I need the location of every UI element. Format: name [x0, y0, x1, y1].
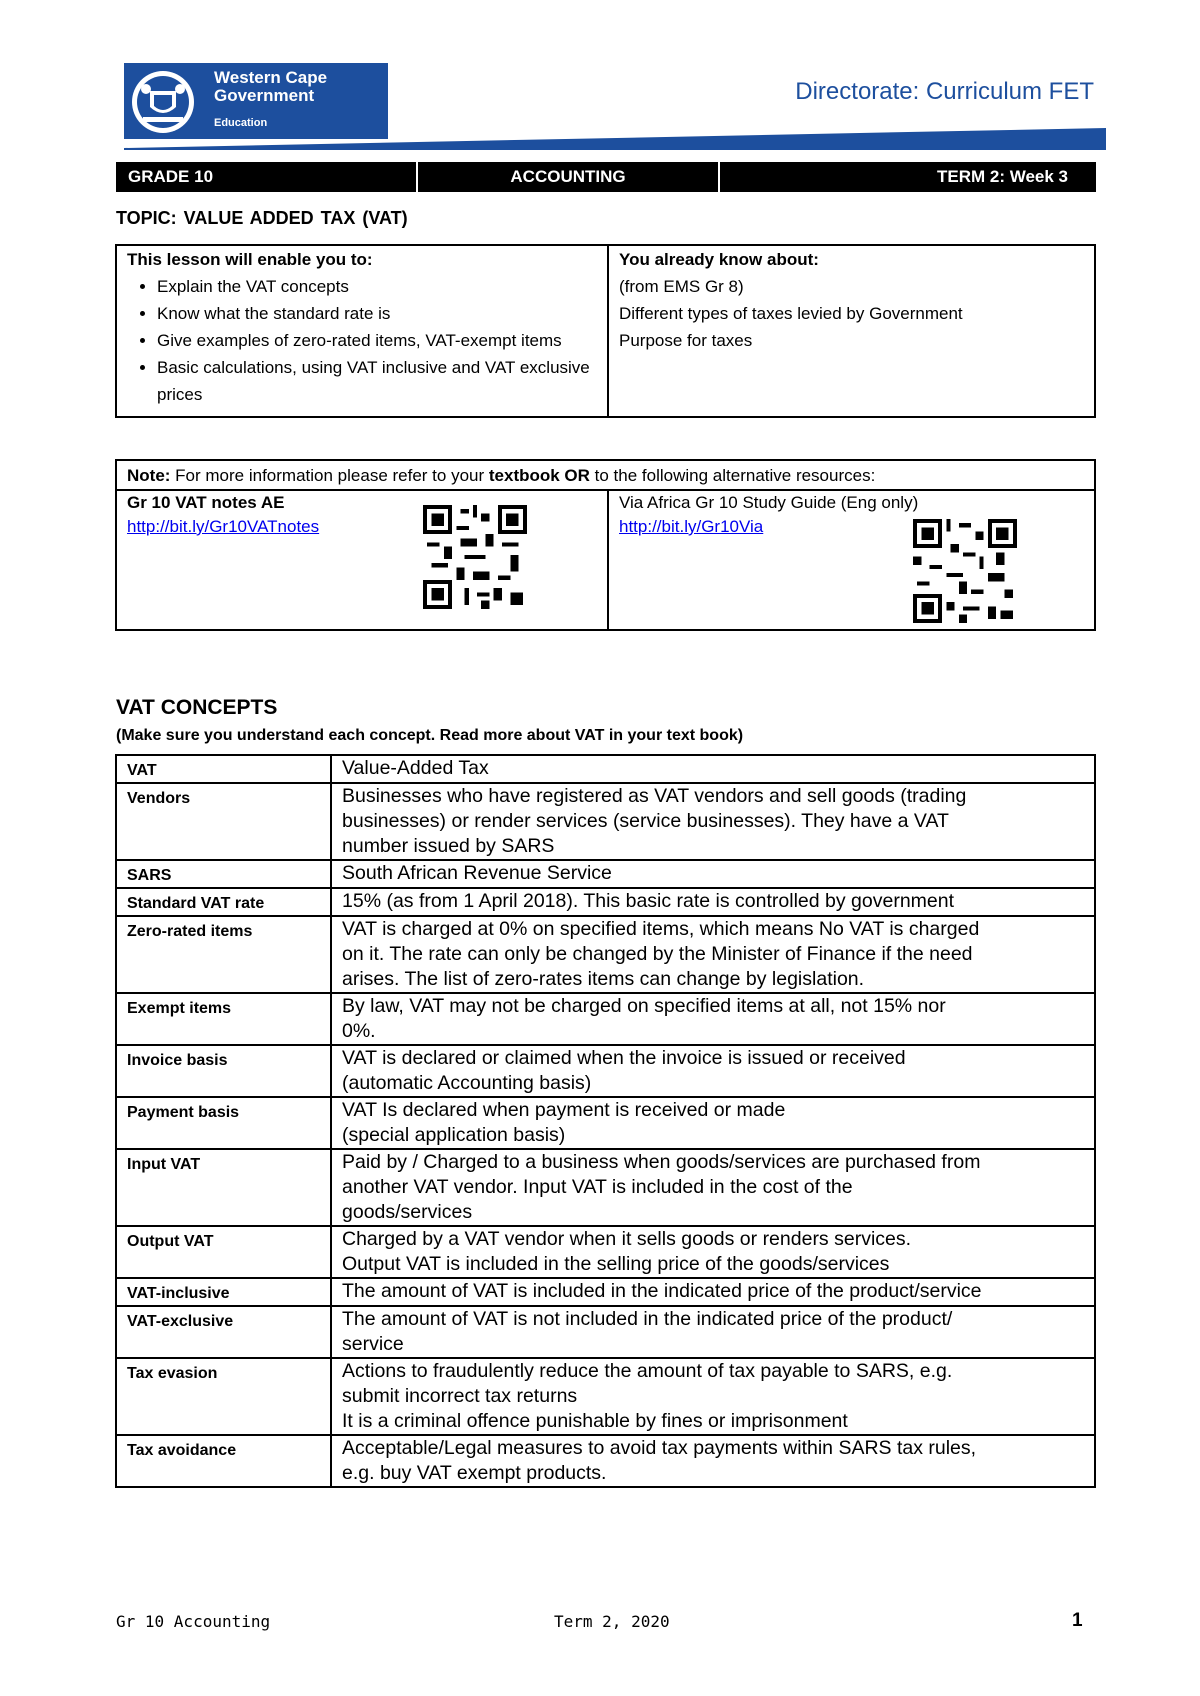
- definition-line: on it. The rate can only be changed by the Minister of Finance if the need: [342, 943, 973, 965]
- table-row: [116, 1097, 1095, 1149]
- qr-code-icon[interactable]: [423, 505, 527, 609]
- note-emphasis: textbook OR: [488, 466, 590, 485]
- list-item: • Basic calculations, using VAT inclusive and VAT exclusive prices: [157, 354, 597, 408]
- concept-term: Input VAT: [116, 1149, 331, 1226]
- concept-definition: [331, 1306, 1095, 1358]
- prior-knowledge-cell: [608, 245, 1095, 417]
- concept-definition: [331, 916, 1095, 993]
- lesson-objectives-heading: This lesson will enable you to:: [127, 250, 373, 269]
- definition-line: South African Revenue Service: [342, 862, 612, 884]
- concept-definition: [331, 888, 1095, 916]
- concept-definition: [331, 1045, 1095, 1097]
- concept-term: Zero-rated items: [116, 916, 331, 993]
- concept-term: Invoice basis: [116, 1045, 331, 1097]
- concept-term: Standard VAT rate: [116, 888, 331, 916]
- concept-term: Tax evasion: [116, 1358, 331, 1435]
- grade-label: GRADE 10: [116, 162, 418, 192]
- concept-term: Exempt items: [116, 993, 331, 1045]
- list-item: • Give examples of zero-rated items, VAT-exempt items: [157, 327, 597, 354]
- definition-line: 0%.: [342, 1020, 376, 1042]
- concept-definition: [331, 1226, 1095, 1278]
- concept-term: VAT-exclusive: [116, 1306, 331, 1358]
- topic-title: TOPIC: VALUE ADDED TAX (VAT): [116, 208, 408, 228]
- footer-left: Gr 10 Accounting: [116, 1612, 271, 1631]
- list-item: • Know what the standard rate is: [157, 300, 597, 327]
- term-label: TERM 2: Week 3: [936, 167, 1068, 186]
- definition-line: VAT is declared or claimed when the invoice is issued or received: [342, 1047, 906, 1069]
- table-row: [116, 1358, 1095, 1435]
- page-number: 1: [1072, 1610, 1083, 1631]
- lesson-objectives-cell: [116, 245, 608, 417]
- header-band: [124, 128, 1106, 150]
- concept-term: SARS: [116, 860, 331, 888]
- logo-text-line1: Western Cape: [214, 68, 328, 87]
- resource-title: Via Africa Gr 10 Study Guide (Eng only): [619, 493, 919, 512]
- concept-definition: [331, 755, 1095, 783]
- concept-definition: [331, 1358, 1095, 1435]
- definition-line: Charged by a VAT vendor when it sells goods or renders services.: [342, 1228, 912, 1250]
- prior-knowledge-line: (from EMS Gr 8): [619, 277, 744, 296]
- table-row: [116, 888, 1095, 916]
- concept-definition: [331, 783, 1095, 860]
- lesson-objectives-list: [127, 273, 597, 408]
- directorate-title: Directorate: Curriculum FET: [795, 78, 1094, 105]
- table-row: [116, 1149, 1095, 1226]
- list-item: • Explain the VAT concepts: [157, 273, 597, 300]
- concept-term: VAT: [116, 755, 331, 783]
- definition-line: arises. The list of zero-rates items can change by legislation.: [342, 968, 865, 990]
- logo-text-line2: Government: [214, 86, 315, 105]
- concept-definition: [331, 1097, 1095, 1149]
- definition-line: goods/services: [342, 1201, 473, 1223]
- logo-text-line3: Education: [214, 117, 268, 129]
- note-text-end: to the following alternative resources:: [589, 466, 876, 485]
- definition-line: e.g. buy VAT exempt products.: [342, 1462, 607, 1484]
- prior-knowledge-heading: You already know about:: [619, 250, 819, 269]
- prior-knowledge-line: Purpose for taxes: [619, 331, 753, 350]
- note-cell: [116, 460, 1095, 490]
- subject-label: ACCOUNTING: [418, 162, 720, 192]
- table-row: [116, 1435, 1095, 1487]
- concepts-subheading: (Make sure you understand each concept. Read more about VAT in your text book): [116, 727, 744, 744]
- note-text: For more information please refer to your: [170, 466, 489, 485]
- resource-link[interactable]: http://bit.ly/Gr10Via: [619, 517, 764, 536]
- concept-definition: [331, 1278, 1095, 1306]
- resources-table: [115, 459, 1096, 631]
- definition-line: (automatic Accounting basis): [342, 1072, 592, 1094]
- qr-code-icon[interactable]: [913, 519, 1017, 623]
- definition-line: (special application basis): [342, 1124, 566, 1146]
- concepts-table: [115, 754, 1096, 1488]
- concept-term: VAT-inclusive: [116, 1278, 331, 1306]
- definition-line: By law, VAT may not be charged on specified items at all, not 15% nor: [342, 995, 946, 1017]
- concept-definition: [331, 860, 1095, 888]
- resource-link[interactable]: http://bit.ly/Gr10VATnotes: [127, 517, 320, 536]
- definition-line: Acceptable/Legal measures to avoid tax payments within SARS tax rules,: [342, 1437, 977, 1459]
- concept-definition: [331, 1149, 1095, 1226]
- definition-line: Paid by / Charged to a business when goods/services are purchased from: [342, 1151, 981, 1173]
- definition-line: VAT is charged at 0% on specified items, which means No VAT is charged: [342, 918, 980, 940]
- table-row: [116, 860, 1095, 888]
- table-row: [116, 993, 1095, 1045]
- definition-line: submit incorrect tax returns: [342, 1385, 578, 1407]
- resource-cell-1: [116, 490, 608, 630]
- definition-line: 15% (as from 1 April 2018). This basic rate is controlled by government: [342, 890, 955, 912]
- definition-line: The amount of VAT is included in the indicated price of the product/service: [342, 1280, 982, 1302]
- concept-term: Tax avoidance: [116, 1435, 331, 1487]
- concept-definition: [331, 993, 1095, 1045]
- definition-line: Businesses who have registered as VAT vendors and sell goods (trading: [342, 785, 967, 807]
- resource-title: Gr 10 VAT notes AE: [127, 493, 285, 512]
- objectives-table: [115, 244, 1096, 418]
- definition-line: another VAT vendor. Input VAT is included in the cost of the: [342, 1176, 853, 1198]
- grade-bar: [116, 162, 1096, 192]
- note-label: Note:: [127, 466, 171, 485]
- definition-line: service: [342, 1333, 404, 1355]
- concept-definition: [331, 1435, 1095, 1487]
- table-row: [116, 755, 1095, 783]
- resource-cell-2: [608, 490, 1095, 630]
- definition-line: businesses) or render services (service businesses). They have a VAT: [342, 810, 949, 832]
- coat-of-arms-icon: [128, 67, 198, 137]
- definition-line: It is a criminal offence punishable by fines or imprisonment: [342, 1410, 848, 1432]
- table-row: [116, 783, 1095, 860]
- definition-line: Actions to fraudulently reduce the amount of tax payable to SARS, e.g.: [342, 1360, 953, 1382]
- concept-term: Output VAT: [116, 1226, 331, 1278]
- table-row: [116, 1278, 1095, 1306]
- footer-center: Term 2, 2020: [554, 1612, 670, 1631]
- concept-term: Payment basis: [116, 1097, 331, 1149]
- concepts-table-body: [116, 755, 1095, 1487]
- concepts-heading: VAT CONCEPTS: [116, 696, 278, 719]
- concept-term: Vendors: [116, 783, 331, 860]
- definition-line: The amount of VAT is not included in the indicated price of the product/: [342, 1308, 953, 1330]
- definition-line: Output VAT is included in the selling price of the goods/services: [342, 1253, 890, 1275]
- definition-line: Value-Added Tax: [342, 757, 489, 779]
- table-row: [116, 1306, 1095, 1358]
- table-row: [116, 916, 1095, 993]
- prior-knowledge-line: Different types of taxes levied by Government: [619, 304, 963, 323]
- definition-line: number issued by SARS: [342, 835, 555, 857]
- table-row: [116, 1226, 1095, 1278]
- definition-line: VAT Is declared when payment is received or made: [342, 1099, 786, 1121]
- table-row: [116, 1045, 1095, 1097]
